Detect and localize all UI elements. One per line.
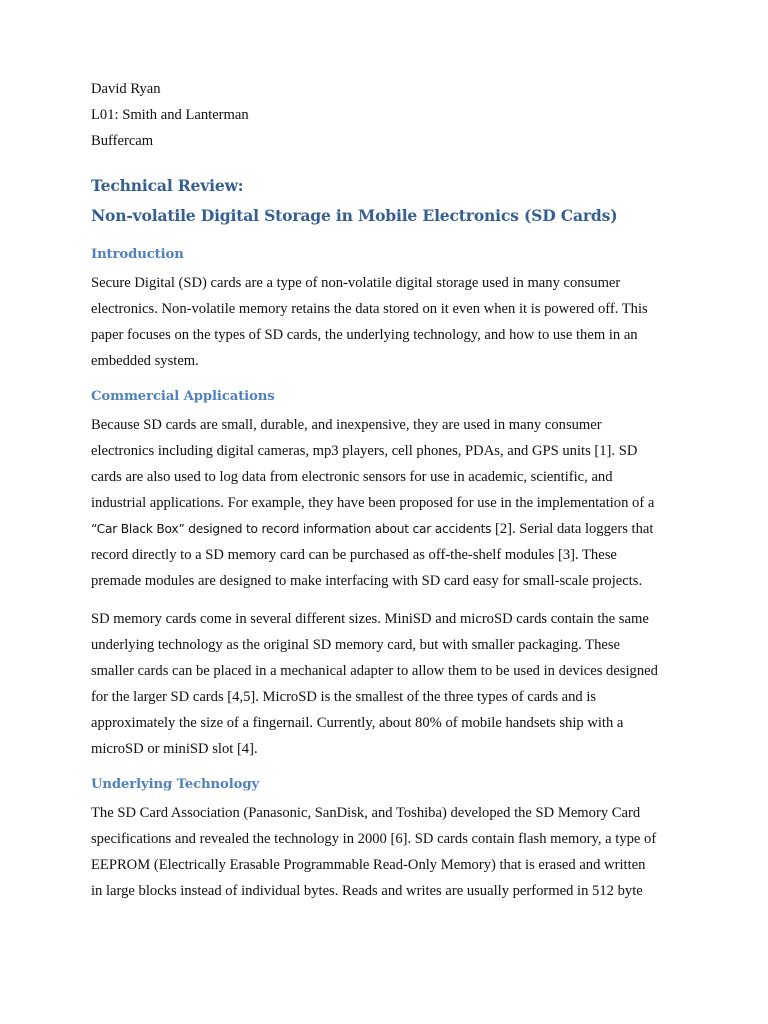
text-line: record directly to a SD memory card can be purchased as off-the-shelf modules [3]. These	[91, 547, 617, 563]
lab-section: L01: Smith and Lanterman	[91, 107, 249, 123]
text-line: industrial applications. For example, they have been proposed for use in the implementation of a	[91, 495, 655, 511]
paragraph-commercial-2	[91, 606, 681, 762]
text-line: specifications and revealed the technology in 2000 [6]. SD cards contain flash memory, a type of	[91, 831, 657, 847]
text-line: for the larger SD cards [4,5]. MicroSD is the smallest of the three types of cards and is	[91, 689, 597, 705]
text-line: premade modules are designed to make interfacing with SD card easy for small-scale projects.	[91, 573, 643, 589]
text-line: Because SD cards are small, durable, and inexpensive, they are used in many consumer	[91, 417, 602, 433]
paragraph-technology	[91, 800, 681, 904]
text-line: Secure Digital (SD) cards are a type of non-volatile digital storage used in many consumer	[91, 275, 621, 291]
text-line: EEPROM (Electrically Erasable Programmable Read-Only Memory) that is erased and written	[91, 857, 646, 873]
heading-underlying-technology: Underlying Technology	[91, 777, 260, 792]
text-line	[91, 516, 681, 542]
author-name: David Ryan	[91, 81, 161, 97]
document-subtitle: Non-volatile Digital Storage in Mobile Electronics (SD Cards)	[91, 206, 618, 225]
text-line: in large blocks instead of individual bytes. Reads and writes are usually performed in 512 byte	[91, 883, 643, 899]
text-line: The SD Card Association (Panasonic, SanDisk, and Toshiba) developed the SD Memory Card	[91, 805, 641, 821]
paragraph-commercial-1	[91, 412, 681, 594]
text-line: electronics. Non-volatile memory retains the data stored on it even when it is powered off. This	[91, 301, 648, 317]
paragraph-introduction	[91, 270, 681, 374]
text-line: cards are also used to log data from electronic sensors for use in academic, scientific, and	[91, 469, 613, 485]
car-black-box-phrase: “Car Black Box” designed to record information about car accidents	[91, 522, 492, 536]
heading-introduction: Introduction	[91, 247, 184, 262]
project-name: Buffercam	[91, 133, 154, 149]
text-line: smaller cards can be placed in a mechanical adapter to allow them to be used in devices designed	[91, 663, 658, 679]
text-fragment: [2]. Serial data loggers that	[491, 521, 654, 537]
document-body	[91, 76, 681, 904]
text-line: paper focuses on the types of SD cards, the underlying technology, and how to use them in an	[91, 327, 638, 343]
text-line: electronics including digital cameras, mp3 players, cell phones, PDAs, and GPS units [1]. SD	[91, 443, 638, 459]
heading-commercial-applications: Commercial Applications	[91, 389, 275, 404]
text-line: underlying technology as the original SD memory card, but with smaller packaging. These	[91, 637, 621, 653]
text-line: embedded system.	[91, 353, 199, 369]
document-title: Technical Review:	[91, 176, 244, 195]
text-line: approximately the size of a fingernail. Currently, about 80% of mobile handsets ship with a	[91, 715, 624, 731]
text-line: SD memory cards come in several different sizes. MiniSD and microSD cards contain the same	[91, 611, 649, 627]
text-line: microSD or miniSD slot [4].	[91, 741, 258, 757]
